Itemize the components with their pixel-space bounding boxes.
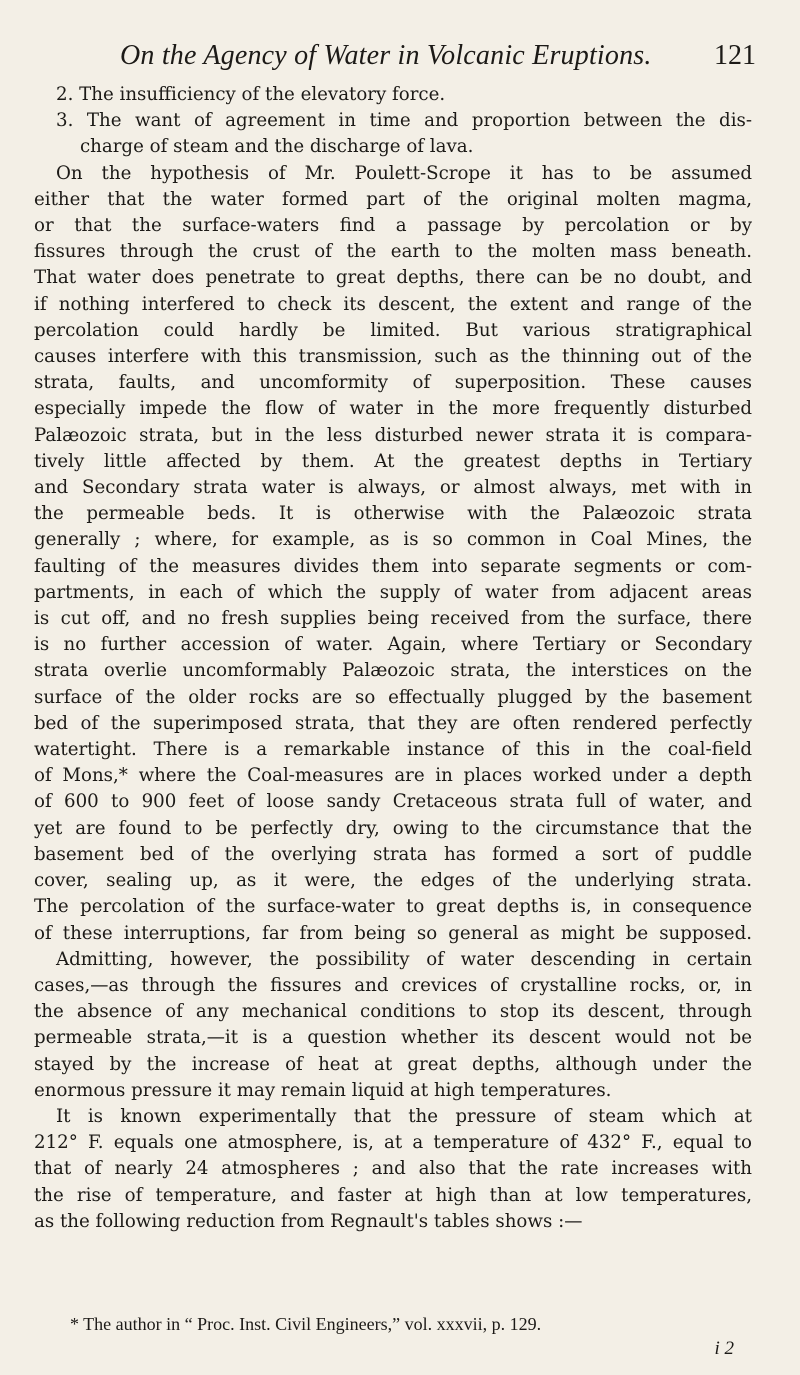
text-line: 212° F. equals one atmosphere, is, at a temperature of 432° F., equal to	[34, 1132, 752, 1154]
text-line: and Secondary strata water is always, or almost always, met with in	[34, 477, 752, 499]
text-line: That water does penetrate to great depths, there can be no doubt, and	[34, 267, 752, 289]
signature-mark: i 2	[714, 1338, 734, 1359]
text-line: strata overlie uncomformably Palæozoic strata, the interstices on the	[34, 660, 752, 682]
text-line: that of nearly 24 atmospheres ; and also that the rate increases with	[34, 1158, 752, 1180]
text-line: is cut off, and no fresh supplies being received from the surface, there	[34, 608, 752, 630]
text-line: partments, in each of which the supply of water from adjacent areas	[34, 581, 752, 603]
text-line: causes interfere with this transmission, such as the thinning out of the	[34, 346, 752, 368]
text-line: if nothing interfered to check its descent, the extent and range of the	[34, 293, 752, 315]
text-line: Admitting, however, the possibility of water descending in certain	[56, 948, 752, 970]
text-line: On the hypothesis of Mr. Poulett-Scrope it has to be assumed	[56, 162, 752, 184]
body-text	[34, 82, 752, 1235]
text-line: It is known experimentally that the pressure of steam which at	[56, 1105, 752, 1127]
text-line: as the following reduction from Regnault's tables shows :—	[34, 1210, 583, 1232]
text-line: yet are found to be perfectly dry, owing to the circumstance that the	[34, 817, 752, 839]
text-line: or that the surface-waters find a passage by percolation or by	[34, 215, 752, 237]
page-header	[34, 40, 756, 80]
text-line: watertight. There is a remarkable instance of this in the coal-field	[34, 739, 752, 761]
text-line: the absence of any mechanical conditions to stop its descent, through	[34, 1001, 752, 1023]
text-line: 3. The want of agreement in time and proportion between the dis-	[56, 110, 752, 132]
text-line: generally ; where, for example, as is so common in Coal Mines, the	[34, 529, 752, 551]
page-number: 121	[714, 40, 756, 71]
text-line: Palæozoic strata, but in the less disturbed newer strata it is compara-	[34, 424, 752, 446]
text-line: 2. The insufficiency of the elevatory force.	[56, 84, 446, 105]
text-line: is no further accession of water. Again, where Tertiary or Secondary	[34, 634, 752, 656]
footnote	[34, 1314, 752, 1334]
text-line: permeable strata,—it is a question whether its descent would not be	[34, 1027, 752, 1049]
text-line: the rise of temperature, and faster at high than at low temperatures,	[34, 1184, 752, 1206]
text-line: basement bed of the overlying strata has formed a sort of puddle	[34, 843, 752, 865]
text-line: surface of the older rocks are so effectually plugged by the basement	[34, 686, 752, 708]
text-line: cases,—as through the fissures and crevices of crystalline rocks, or, in	[34, 974, 752, 996]
footnote-text: * The author in “ Proc. Inst. Civil Engineers,” vol. xxxvii, p. 129.	[70, 1314, 542, 1334]
text-line: The percolation of the surface-water to great depths is, in consequence	[34, 896, 752, 918]
text-line: fissures through the crust of the earth to the molten mass beneath.	[34, 241, 752, 263]
text-line: enormous pressure it may remain liquid at high temperatures.	[34, 1079, 612, 1101]
text-line: strata, faults, and uncomformity of superposition. These causes	[34, 372, 752, 394]
text-line: bed of the superimposed strata, that they are often rendered perfectly	[34, 712, 752, 734]
text-line: the permeable beds. It is otherwise with the Palæozoic strata	[34, 503, 752, 525]
running-title: On the Agency of Water in Volcanic Eruptions.	[120, 40, 652, 71]
text-line: percolation could hardly be limited. But various stratigraphical	[34, 319, 752, 341]
text-line: of 600 to 900 feet of loose sandy Cretaceous strata full of water, and	[34, 791, 752, 813]
text-line: especially impede the flow of water in the more frequently disturbed	[34, 398, 752, 420]
text-line: cover, sealing up, as it were, the edges of the underlying strata.	[34, 870, 752, 892]
text-line: tively little affected by them. At the greatest depths in Tertiary	[34, 450, 752, 472]
text-line: charge of steam and the discharge of lava.	[80, 136, 474, 158]
text-line: of these interruptions, far from being so general as might be supposed.	[34, 922, 752, 944]
text-line: of Mons,* where the Coal-measures are in places worked under a depth	[34, 765, 752, 787]
text-line: stayed by the increase of heat at great depths, although under the	[34, 1053, 752, 1075]
text-line: faulting of the measures divides them into separate segments or com-	[34, 555, 752, 577]
text-line: either that the water formed part of the original molten magma,	[34, 188, 752, 210]
